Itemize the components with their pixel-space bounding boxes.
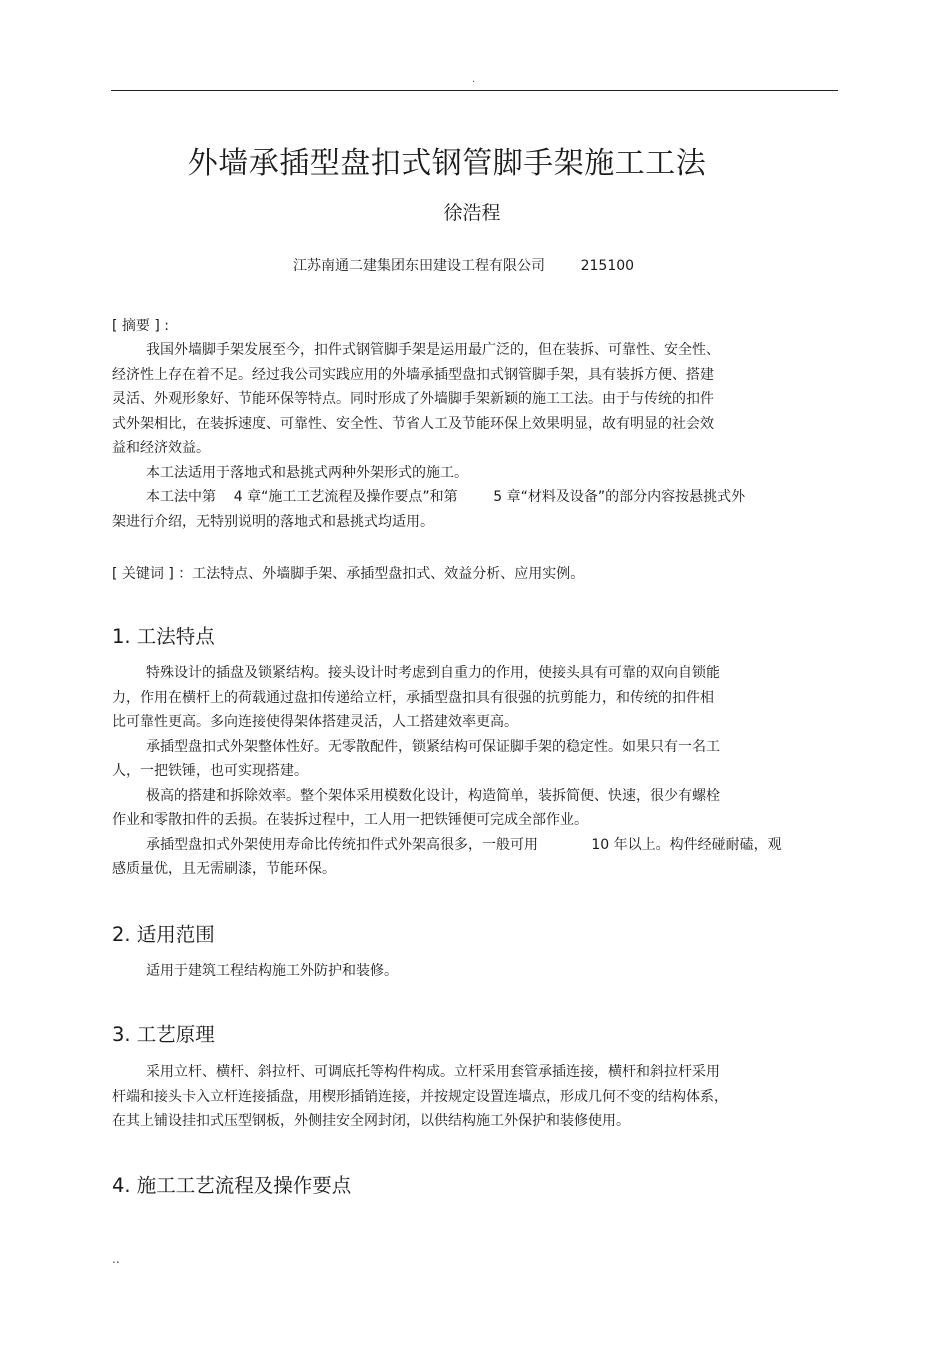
document-title: 外墙承插型盘扣式钢管脚手架施工工法 <box>187 146 707 181</box>
section-line: 比可靠性更高。多向连接使得架体搭建灵活，人工搭建效率更高。 <box>112 714 518 730</box>
section-line: 极高的搭建和拆除效率。整个架体采用模数化设计，构造简单，装拆简便、快速，很少有螺栓 <box>146 787 720 804</box>
section-body-3 <box>112 1060 728 1134</box>
abstract-body <box>112 338 745 534</box>
section-line: 人，一把铁锤，也可实现搭建。 <box>112 763 308 779</box>
section-body-1 <box>112 661 782 882</box>
section-heading-1: 1. 工法特点 <box>112 625 215 648</box>
keywords: [ 关键词 ] ：工法特点、外墙脚手架、承插型盘扣式、效益分析、应用实例。 <box>112 566 585 582</box>
section-line: 适用于建筑工程结构施工外防护和装修。 <box>146 963 398 979</box>
abstract-label: [ 摘要 ] : <box>112 318 169 334</box>
footer-mark: .. <box>112 1252 120 1266</box>
affiliation-zip: 215100 <box>580 258 635 274</box>
section-line: 在其上铺设挂扣式压型钢板，外侧挂安全网封闭，以供结构施工外保护和装修使用。 <box>112 1113 630 1129</box>
section-line: 感质量优，且无需刷漆，节能环保。 <box>112 861 336 877</box>
section-line: 特殊设计的插盘及锁紧结构。接头设计时考虑到自重力的作用，使接头具有可靠的双向自锁能 <box>146 665 720 681</box>
header-mark: . <box>472 74 476 85</box>
section-line: 作业和零散扣件的丢损。在装拆过程中，工人用一把铁锤便可完成全部作业。 <box>112 812 588 828</box>
abstract-line: 架进行介绍，无特别说明的落地式和悬挑式均适用。 <box>112 513 434 530</box>
abstract-line: 本工法中第 4 章“施工工艺流程及操作要点”和第 5 章“材料及设备”的部分内容按悬挑式外 <box>146 489 746 505</box>
section-heading-3: 3. 工艺原理 <box>112 1023 215 1046</box>
section-body-2 <box>112 959 398 984</box>
abstract-line: 我国外墙脚手架发展至今，扣件式钢管脚手架是运用最广泛的，但在装拆、可靠性、安全性、 <box>146 342 720 358</box>
abstract-line: 灵活、外观形象好、节能环保等特点。同时形成了外墙脚手架新颖的施工工法。由于与传统的扣件 <box>112 391 714 407</box>
affiliation-org: 江苏南通二建集团东田建设工程有限公司 <box>293 258 545 274</box>
abstract-line: 式外架相比，在装拆速度、可靠性、安全性、节省人工及节能环保上效果明显，故有明显的社会效 <box>112 415 714 432</box>
abstract-line: 本工法适用于落地式和悬挑式两种外架形式的施工。 <box>146 464 468 481</box>
section-line: 力，作用在横杆上的荷载通过盘扣传递给立杆，承插型盘扣具有很强的抗剪能力，和传统的扣件相 <box>112 689 714 706</box>
section-heading-2: 2. 适用范围 <box>112 923 215 946</box>
header-rule <box>111 90 838 91</box>
abstract-line: 经济性上存在着不足。经过我公司实践应用的外墙承插型盘扣式钢管脚手架，具有装拆方便、搭建 <box>112 366 714 383</box>
affiliation <box>293 256 634 276</box>
section-line: 采用立杆、横杆、斜拉杆、可调底托等构件构成。立杆采用套管承插连接，横杆和斜拉杆采用 <box>146 1064 720 1080</box>
section-heading-4: 4. 施工工艺流程及操作要点 <box>112 1174 352 1197</box>
abstract-line: 益和经济效益。 <box>112 440 210 456</box>
section-line: 承插型盘扣式外架使用寿命比传统扣件式外架高很多，一般可用 10 年以上。构件经碰耐磕，观 <box>146 836 782 853</box>
section-line: 杆端和接头卡入立杆连接插盘，用楔形插销连接，并按规定设置连墙点，形成几何不变的结构体系， <box>112 1088 728 1105</box>
section-line: 承插型盘扣式外架整体性好。无零散配件，锁紧结构可保证脚手架的稳定性。如果只有一名工 <box>146 738 720 755</box>
author-name: 徐浩程 <box>443 202 501 224</box>
